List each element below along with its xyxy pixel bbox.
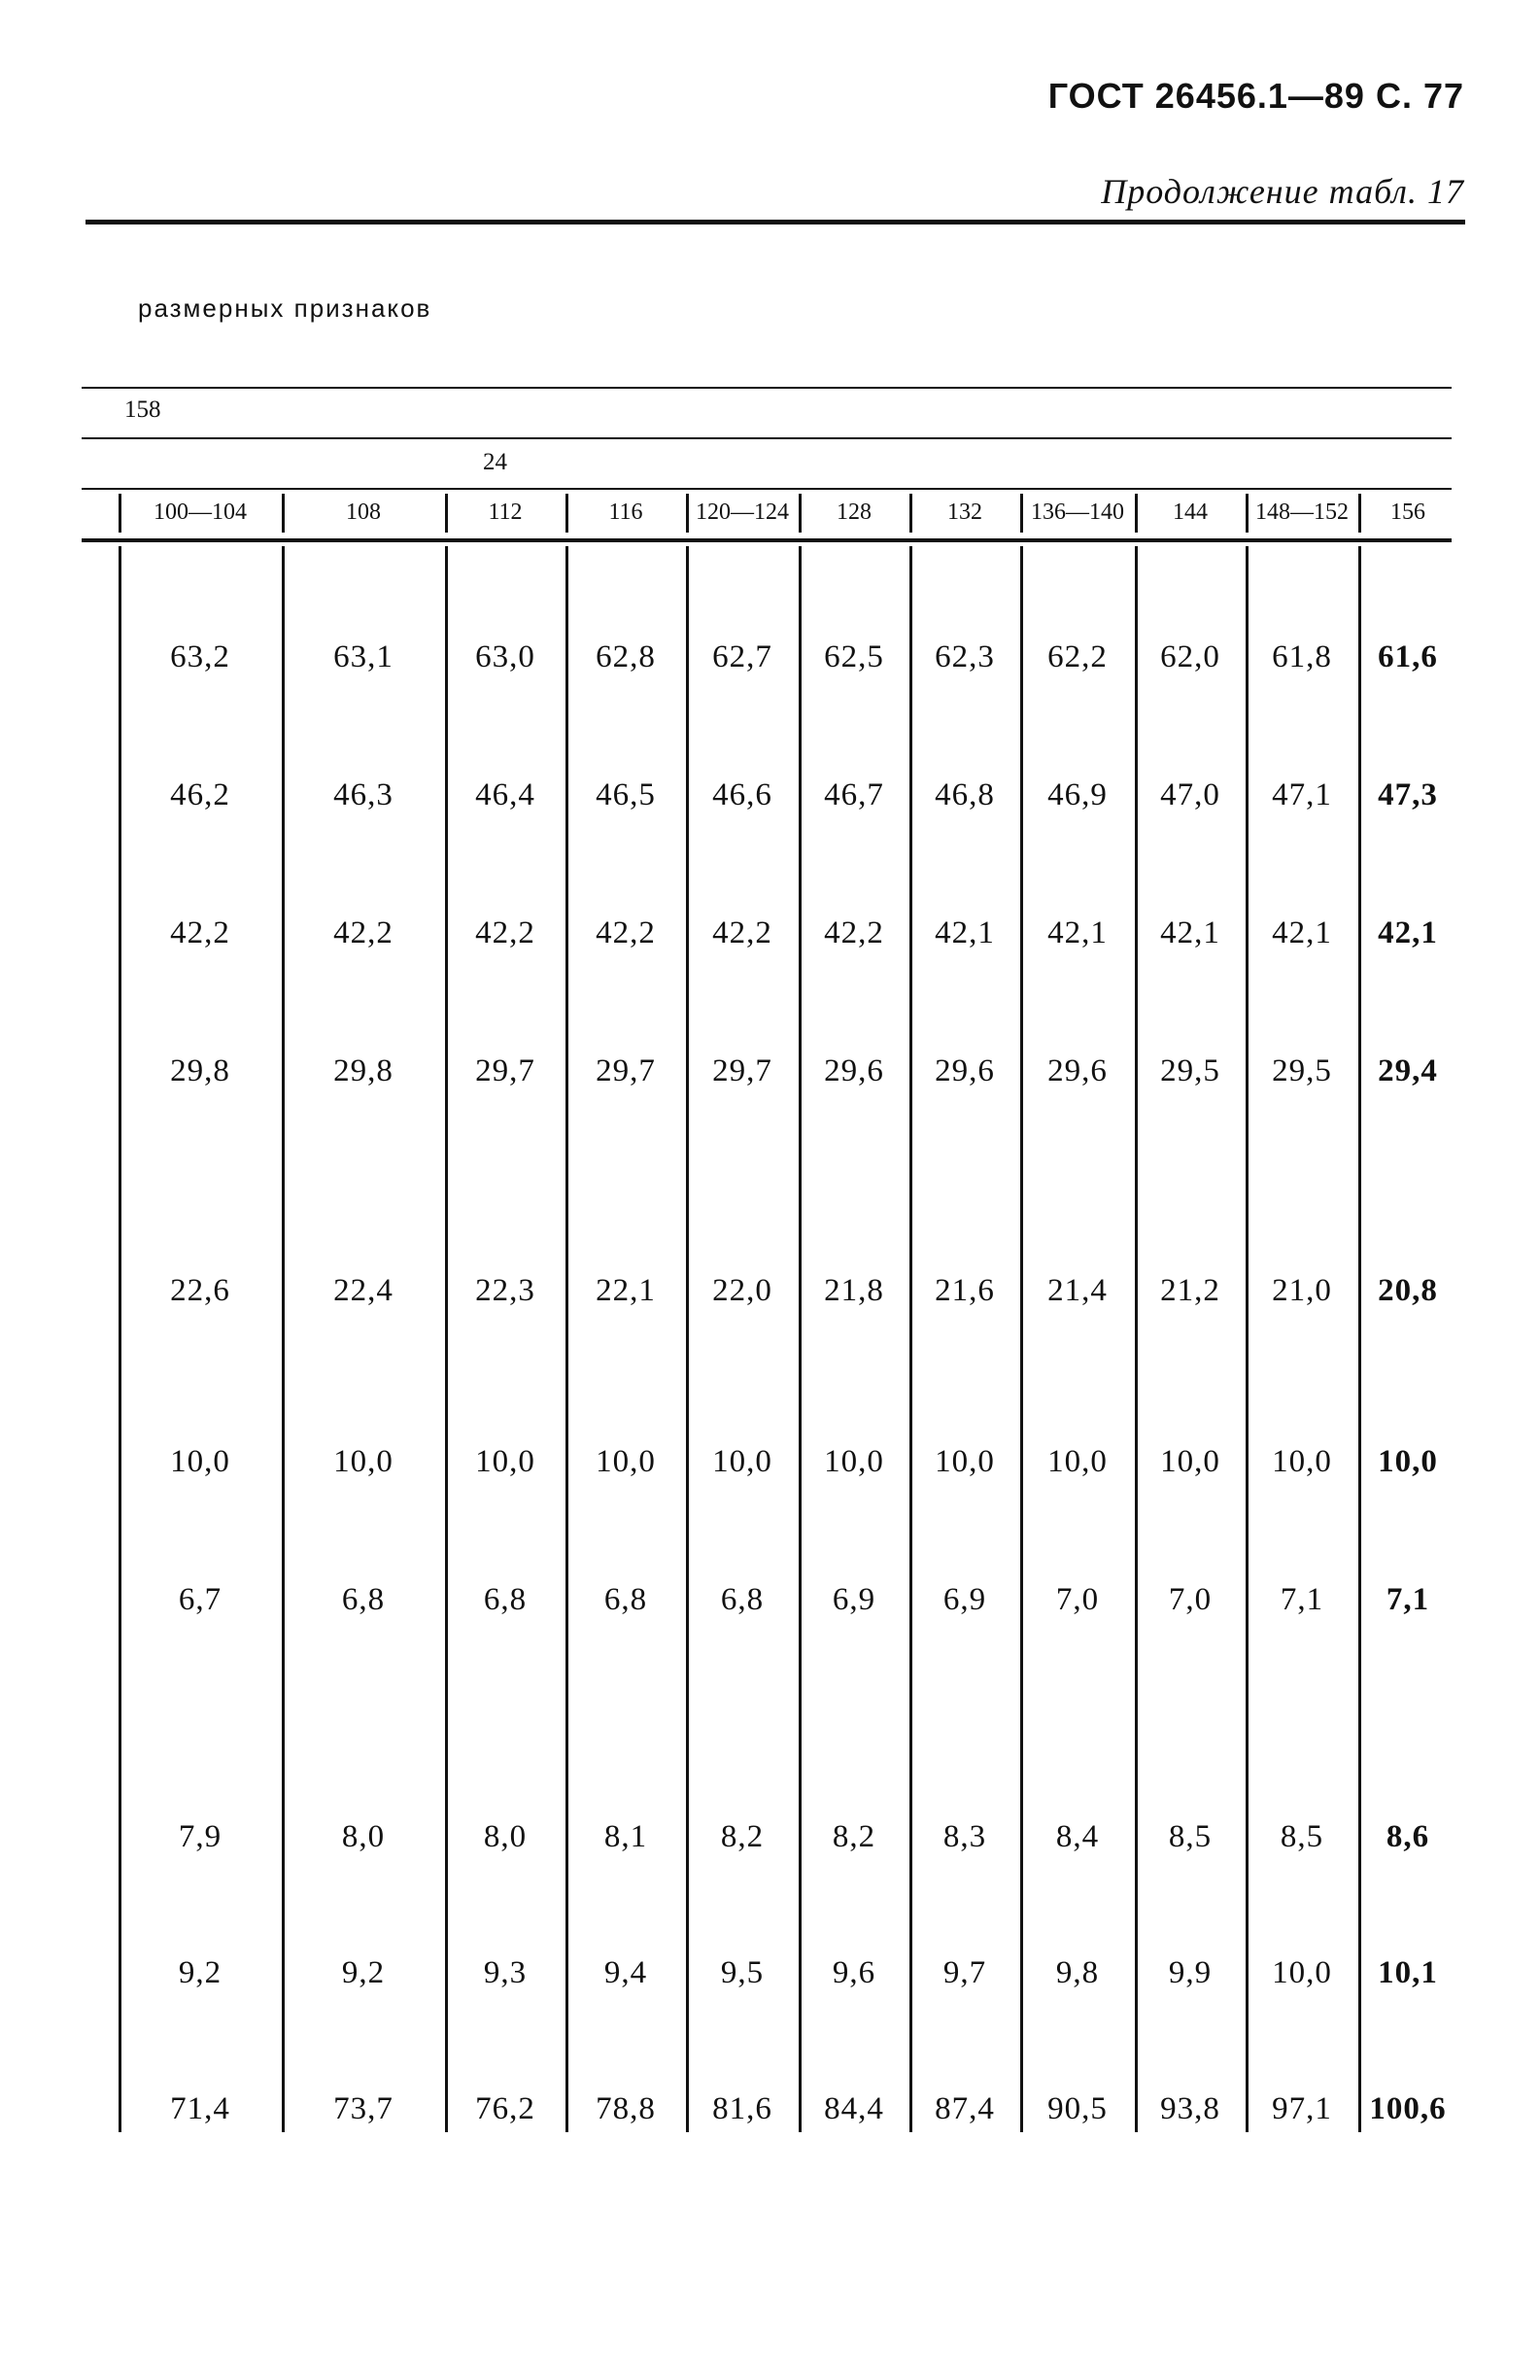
table-cell: 9,8 xyxy=(1055,1955,1100,1990)
column-header: 108 xyxy=(346,500,381,525)
table-cell: 9,5 xyxy=(720,1955,765,1990)
table-cell: 84,4 xyxy=(824,2091,884,2126)
table-cell: 47,1 xyxy=(1272,777,1332,812)
table-cell: 10,0 xyxy=(1047,1444,1108,1479)
table-cell: 62,8 xyxy=(596,639,656,674)
table-rule-1 xyxy=(82,387,1452,389)
table-cell: 29,5 xyxy=(1272,1053,1332,1088)
table-cell: 22,0 xyxy=(712,1273,772,1308)
table-cell: 47,3 xyxy=(1378,777,1438,812)
table-cell: 29,6 xyxy=(824,1053,884,1088)
table-cell: 8,6 xyxy=(1386,1819,1430,1854)
table-cell: 42,1 xyxy=(1160,915,1220,950)
column-header: 100—104 xyxy=(154,500,247,525)
table-cell: 10,0 xyxy=(1378,1444,1438,1479)
table-cell: 8,5 xyxy=(1280,1819,1324,1854)
table-cell: 29,6 xyxy=(935,1053,995,1088)
table-cell: 6,8 xyxy=(483,1582,528,1617)
table-cell: 9,3 xyxy=(483,1955,528,1990)
column-header: 128 xyxy=(837,500,872,525)
table-cell: 61,6 xyxy=(1378,639,1438,674)
table-cell: 8,1 xyxy=(603,1819,648,1854)
table-cell: 8,0 xyxy=(483,1819,528,1854)
table-cell: 10,0 xyxy=(1160,1444,1220,1479)
table-cell: 62,5 xyxy=(824,639,884,674)
table-cell: 21,8 xyxy=(824,1273,884,1308)
table-cell: 93,8 xyxy=(1160,2091,1220,2126)
table-rule-2 xyxy=(82,437,1452,439)
table-cell: 10,0 xyxy=(824,1444,884,1479)
table-cell: 6,8 xyxy=(341,1582,386,1617)
table-cell: 8,2 xyxy=(832,1819,876,1854)
table-cell: 29,7 xyxy=(596,1053,656,1088)
table-cell: 10,0 xyxy=(475,1444,535,1479)
table-cell: 8,0 xyxy=(341,1819,386,1854)
table-cell: 87,4 xyxy=(935,2091,995,2126)
table-cell: 29,4 xyxy=(1378,1053,1438,1088)
table-cell: 42,2 xyxy=(170,915,230,950)
table-cell: 7,1 xyxy=(1280,1582,1324,1617)
table-cell: 71,4 xyxy=(170,2091,230,2126)
table-cell: 29,8 xyxy=(170,1053,230,1088)
table-cell: 21,4 xyxy=(1047,1273,1108,1308)
table-cell: 7,0 xyxy=(1055,1582,1100,1617)
table-cell: 29,7 xyxy=(712,1053,772,1088)
table-cell: 22,1 xyxy=(596,1273,656,1308)
table-cell: 63,0 xyxy=(475,639,535,674)
table-cell: 8,4 xyxy=(1055,1819,1100,1854)
table-cell: 62,3 xyxy=(935,639,995,674)
header-rule xyxy=(86,220,1465,224)
table-cell: 22,4 xyxy=(333,1273,394,1308)
table-cell: 81,6 xyxy=(712,2091,772,2126)
table-cell: 7,1 xyxy=(1386,1582,1430,1617)
table-cell: 46,7 xyxy=(824,777,884,812)
table-cell: 7,9 xyxy=(178,1819,222,1854)
table-cell: 6,7 xyxy=(178,1582,222,1617)
table-cell: 42,2 xyxy=(596,915,656,950)
table-caption: размерных признаков xyxy=(138,293,432,323)
table-cell: 10,0 xyxy=(596,1444,656,1479)
height-label: 158 xyxy=(124,397,161,423)
table-cell: 62,2 xyxy=(1047,639,1108,674)
table-cell: 62,0 xyxy=(1160,639,1220,674)
table-cell: 8,5 xyxy=(1168,1819,1213,1854)
table-cell: 10,0 xyxy=(1272,1955,1332,1990)
table-cell: 9,4 xyxy=(603,1955,648,1990)
table-cell: 9,9 xyxy=(1168,1955,1213,1990)
table-continuation-label: Продолжение табл. 17 xyxy=(1101,172,1464,211)
table-cell: 63,1 xyxy=(333,639,394,674)
table-cell: 9,2 xyxy=(178,1955,222,1990)
table-cell: 10,1 xyxy=(1378,1955,1438,1990)
table-cell: 97,1 xyxy=(1272,2091,1332,2126)
table-cell: 100,6 xyxy=(1369,2091,1447,2126)
column-header: 132 xyxy=(947,500,982,525)
table-cell: 8,2 xyxy=(720,1819,765,1854)
table-cell: 42,1 xyxy=(1272,915,1332,950)
table-cell: 42,1 xyxy=(1378,915,1438,950)
standard-reference: ГОСТ 26456.1—89 С. 77 xyxy=(1047,76,1464,116)
table-cell: 29,5 xyxy=(1160,1053,1220,1088)
column-header: 144 xyxy=(1173,500,1208,525)
group-label: 24 xyxy=(483,449,507,475)
table-cell: 46,8 xyxy=(935,777,995,812)
table-cell: 7,0 xyxy=(1168,1582,1213,1617)
table-cell: 42,2 xyxy=(475,915,535,950)
column-header: 120—124 xyxy=(696,500,789,525)
table-cell: 78,8 xyxy=(596,2091,656,2126)
table-cell: 29,7 xyxy=(475,1053,535,1088)
table-cell: 46,6 xyxy=(712,777,772,812)
table-cell: 6,8 xyxy=(603,1582,648,1617)
table-cell: 10,0 xyxy=(1272,1444,1332,1479)
column-header: 136—140 xyxy=(1031,500,1124,525)
table-cell: 42,1 xyxy=(1047,915,1108,950)
table-cell: 42,2 xyxy=(333,915,394,950)
column-header: 116 xyxy=(608,500,643,525)
table-cell: 61,8 xyxy=(1272,639,1332,674)
table-cell: 10,0 xyxy=(170,1444,230,1479)
table-cell: 10,0 xyxy=(712,1444,772,1479)
table-cell: 21,0 xyxy=(1272,1273,1332,1308)
table-cell: 76,2 xyxy=(475,2091,535,2126)
column-header: 156 xyxy=(1390,500,1425,525)
table-cell: 10,0 xyxy=(333,1444,394,1479)
table-cell: 9,2 xyxy=(341,1955,386,1990)
table-rule-3 xyxy=(82,488,1452,490)
table-cell: 22,3 xyxy=(475,1273,535,1308)
table-cell: 29,6 xyxy=(1047,1053,1108,1088)
table-cell: 20,8 xyxy=(1378,1273,1438,1308)
table-cell: 10,0 xyxy=(935,1444,995,1479)
table-cell: 29,8 xyxy=(333,1053,394,1088)
table-cell: 8,3 xyxy=(942,1819,987,1854)
table-cell: 6,8 xyxy=(720,1582,765,1617)
table-cell: 46,4 xyxy=(475,777,535,812)
table-cell: 47,0 xyxy=(1160,777,1220,812)
table-cell: 62,7 xyxy=(712,639,772,674)
table-cell: 22,6 xyxy=(170,1273,230,1308)
column-header: 148—152 xyxy=(1255,500,1349,525)
table-cell: 46,9 xyxy=(1047,777,1108,812)
table-cell: 46,3 xyxy=(333,777,394,812)
table-header-bottom-rule xyxy=(82,538,1452,542)
table-cell: 73,7 xyxy=(333,2091,394,2126)
table-cell: 6,9 xyxy=(942,1582,987,1617)
table-cell: 9,7 xyxy=(942,1955,987,1990)
table-cell: 46,5 xyxy=(596,777,656,812)
table-cell: 9,6 xyxy=(832,1955,876,1990)
table-cell: 21,6 xyxy=(935,1273,995,1308)
table-cell: 42,2 xyxy=(824,915,884,950)
column-header: 112 xyxy=(488,500,523,525)
table-cell: 42,2 xyxy=(712,915,772,950)
table-cell: 90,5 xyxy=(1047,2091,1108,2126)
table-cell: 63,2 xyxy=(170,639,230,674)
table-cell: 21,2 xyxy=(1160,1273,1220,1308)
table-cell: 42,1 xyxy=(935,915,995,950)
table-cell: 46,2 xyxy=(170,777,230,812)
table-cell: 6,9 xyxy=(832,1582,876,1617)
